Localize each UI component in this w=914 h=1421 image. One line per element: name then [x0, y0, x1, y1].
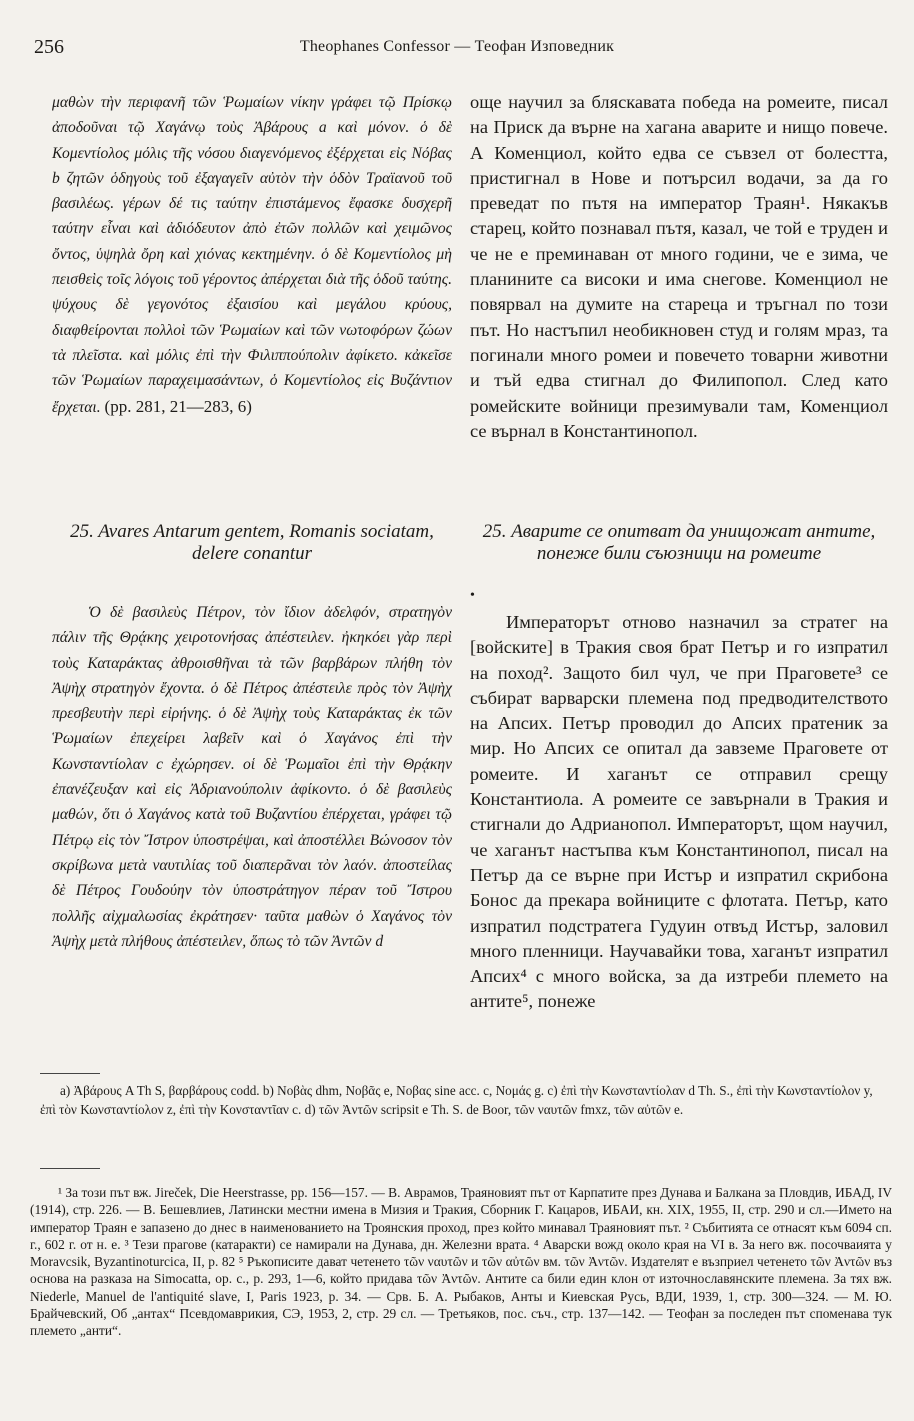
- bulgarian-text-1: още научил за бляскавата победа на ромеите, писал на Приск да върне на хагана аварите и нищо повече. А Коменциол, който едва се съвзел от болестта, пристигнал в Нове и потърсил водачи, за да го преведат по пътя на император Траян¹. Някакъв старец, който познавал пътя, казал, че той е труден и че не е преминаван от много години, че е зима, че планините са високи и има снегове. Коменциол не повярвал на думите на стареца и тръгнал по този път. Но настъпил необикновен студ и голям мраз, та погинали много ромеи и повечето товарни животни и тъй едва стигнал до Филипопол. След като ромейските войници презимували там, Коменциол се върнал в Константинопол.: [470, 92, 888, 441]
- greek-text-2: Ὁ δὲ βασιλεὺς Πέτρον, τὸν ἴδιον ἀδελφόν, στρατηγὸν πάλιν τῆς Θρᾴκης χειροτονήσας ἀπέστειλεν. ἠκηκόει γὰρ περὶ τοὺς Καταράκτας ἀθροισθῆναι τὰ τῶν βαρβάρων πλήθη τὸν Ἀψὴχ στρατηγὸν ἔχοντα. ὁ δὲ Πέτρος ἀπέστειλε πρὸς τὸν Ἀψὴχ πρεσβευτὴν περὶ εἰρήνης. ὁ δὲ Ἀψὴχ τοὺς Καταράκτας ἐκ τῶν Ῥωμαίων ἐπεχείρει λαβεῖν καὶ ὁ Χαγάνος ἐπὶ τὴν Κωνσταντίολαν c ἐχώρησεν. οἱ δὲ Ῥωμαῖοι ἐπὶ τὴν Θρᾴκην ἐπανέζευξαν καὶ εἰς Ἀδριανούπολιν ἀφίκοντο. ὁ δὲ βασιλεὺς μαθών, ὅτι ὁ Χαγάνος κατὰ τοῦ Βυζαντίου ἐπέρχεται, γράφει τῷ Πέτρῳ εἰς τὸν Ἴστρον ὑποστρέψαι, καὶ ἀποστέλλει Βώνοσον τὸν σκρίβωνα μετὰ ναυτιλίας τοῦ διαπερᾶναι τὸν λαόν. ἀποστείλας δὲ Πέτρος Γουδούην τὸν ὑποστράτηγον πέραν τοῦ Ἴστρου πολλῆς αἰχμαλωσίας ἐκράτησεν· ταῦτα μαθὼν ὁ Χαγάνος τὸν Ἀψὴχ μετὰ πλήθους ἀπέστειλεν, ὅπως τὸ τῶν Ἀντῶν d: [52, 604, 452, 950]
- footnotes: [30, 1184, 892, 1340]
- footnote-block: ¹ За този път вж. Jireček, Die Heerstrasse, pp. 156—157. — В. Аврамов, Траяновият път от Карпатите през Дунава и Балкана за Пловдив, ИБАД, IV (1914), стр. 226. — В. Бешевлиев, Латински местни имена в Мизия и Тракия, Сборник Г. Кацаров, ИБАИ, кн. XIX, 1955, II, стр. 290 и сл.—Името на император Траян е запазено до днес в наименованието на Троянския проход, през който минавал Траяновият път. ² Събитията се отнасят към 6094 сп. г., 602 г. от н. е. ³ Тези прагове (катаракти) се намирали на Дунава, дн. Железни врата. ⁴ Аварски вожд около края на VI в. За него вж. посочваията у Moravcsik, Byzantinoturcica, II, p. 82 ⁵ Ръкописите дават четенето τῶν ναυτῶν и τῶν αὐτῶν вм. τῶν Ἀντῶν. Издателят е възприел четенето τῶν Ἀντῶν въз основа на разказа на Simocatta, op. c., p. 293, 1—6, който придава τῶν Ἀντῶν. Антите са били един клон от източнославянските племена. За тях вж. Niederle, Manuel de l'antiquité slave, I, Paris 1923, p. 34. — Срв. Б. А. Рыбаков, Анты и Киевская Русь, ВДИ, 1939, 1, стр. 300—324. — М. Ю. Брайчевский, Об „антах“ Псевдомаврикия, СЭ, 1953, 2, стр. 29 сл. — Третьяков, пос. съч., стр. 137—142. — Теофан за последен път споменава тук племето „анти“.: [30, 1185, 892, 1339]
- heading-bulgarian: 25. Аварите се опитват да унищожат антите, понеже били съюзници на ромеите: [482, 521, 876, 564]
- critical-apparatus: a) Ἀβάρους A Th S, βαρβάρους codd. b) Νοβὰς dhm, Νοβᾶς e, Νοβας sine acc. c, Νομάς g. c) ἐπὶ τὴν Κωνσταντίολαν d Th. S., ἐπὶ τὴν Κωνσταντίολον y, ἐπὶ τὸν Κωνσταντίολον z, ἐπὶ τὴν Κονσταντῖαν c. d) τῶν Ἀντῶν scripsit e Th. S. de Boor, τῶν ναυτῶν fmxz, τῶν αὐτῶν e.: [40, 1083, 873, 1117]
- bullet-mark: •: [470, 588, 475, 603]
- footnote-divider: [40, 1168, 100, 1169]
- bulgarian-text-2: Императорът отново назначил за стратег на [войските] в Тракия своя брат Петър и го изпратил на поход². Защото бил чул, че при Праговете³ се събират варварски племена под предводителството на Апсих. Петър проводил до Апсих пратеник за мир. Но Апсих се опитал да завземе Праговете от ромеите. И хаганът се отправил срещу Константиола. А ромеите се завърнали в Тракия и стигнали до Адрианопол. Императорът, щом научил, че хаганът настъпва към Константинопол, писал на Петър да се върне при Истър и изпратил скрибона Бонос да прекара войниците с флотата. Петър, като изпратил подстратега Гудуин отвъд Истър, заловил много пленници. Научавайки това, хаганът изпратил Апсих⁴ с много войска, за да изтреби племето на антите⁵, понеже: [470, 612, 888, 1012]
- greek-passage-1: μαθὼν τὴν περιφανῆ τῶν Ῥωμαίων νίκην γράφει τῷ Πρίσκῳ ἀποδοῦναι τῷ Χαγάνῳ τοὺς Ἀβάρους a καὶ μόνον. ὁ δὲ Κομεντίολος μόλις τῆς νόσου διαγενόμενος ἐξέρχεται εἰς Νόβας b ζητῶν ὁδηγοὺς τοῦ ἐξαγαγεῖν αὐτὸν τὴν ὁδὸν Τραϊανοῦ τοῦ βασιλέως. γέρων δέ τις ταύτην ἐπιστάμενος ἔφασκε δυσχερῆ ταύτην εἶναι καὶ ἀδιόδευτον ἀπὸ ἐτῶν πολλῶν καὶ χειμῶνος ὄντος, ὑψηλὰ ὄρη καὶ χιόνας κεκτημένην. ὁ δὲ Κομεντίολος μὴ πεισθεὶς τοῖς λόγοις τοῦ γέροντος ἀπέρχεται διὰ τῆς ὁδοῦ ταύτης. ψύχους δὲ γεγονότος ἐξαισίου καὶ μεγάλου κρύους, διαφθείρονται πολλοὶ τῶν Ῥωμαίων καὶ τῶν νωτοφόρων ζώων τὰ πλεῖστα. καὶ μόλις ἐπὶ τὴν Φιλιππούπολιν ἀφίκετο. κἀκεῖσε τῶν Ῥωμαίων παραχειμασάντων, ὁ Κομεντίολος εἰς Βυζάντιον ἔρχεται.: [52, 94, 452, 416]
- bulgarian-column-section-1: [470, 90, 888, 444]
- apparatus-divider: [40, 1073, 100, 1074]
- greek-reference: (pp. 281, 21—283, 6): [104, 396, 252, 416]
- heading-latin: 25. Avares Antarum gentem, Romanis sociatam, delere conantur: [70, 521, 434, 564]
- page-number: 256: [34, 36, 64, 58]
- greek-column-section-2: [52, 600, 452, 954]
- greek-column-section-1: [52, 90, 452, 420]
- bulgarian-column-section-2: [470, 610, 888, 1015]
- greek-text-1: [52, 90, 452, 420]
- running-title: Theophanes Confessor — Теофан Изповедник: [299, 38, 615, 55]
- latin-section-heading: [52, 521, 452, 565]
- bulgarian-section-heading: [470, 521, 888, 565]
- page-header: [30, 36, 884, 60]
